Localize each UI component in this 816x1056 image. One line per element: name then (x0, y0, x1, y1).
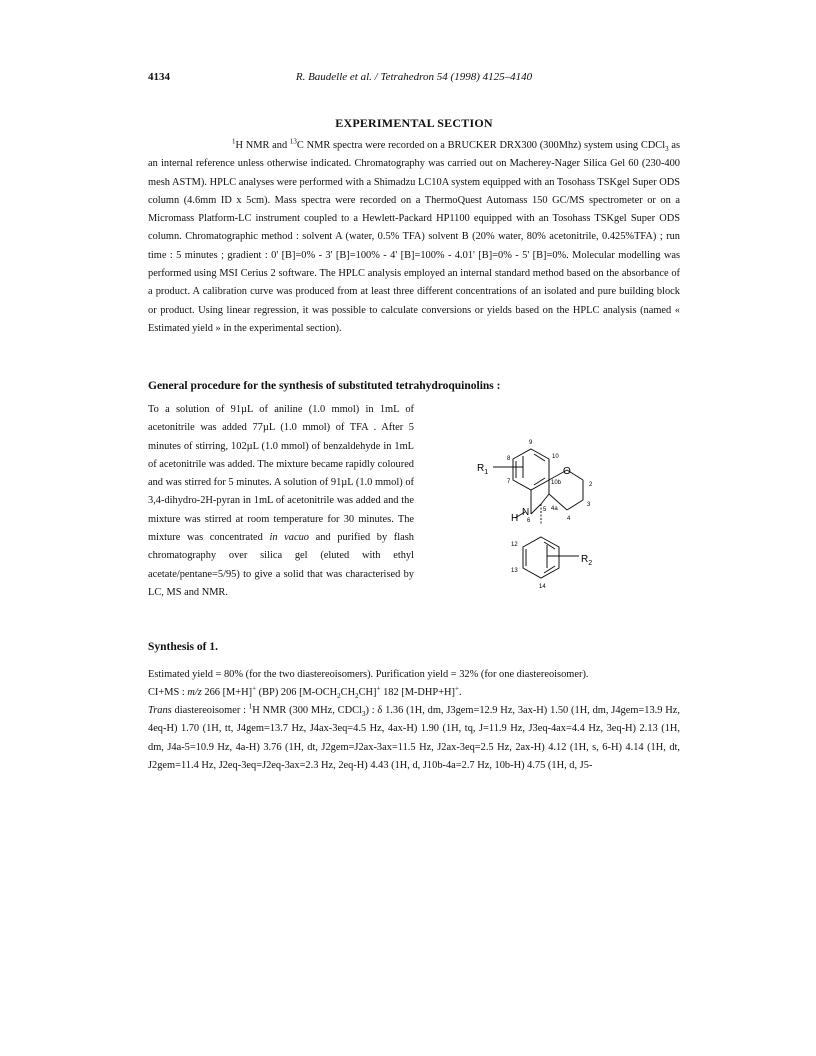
intro-sup-1: 1 (232, 137, 236, 146)
label-r2: $R_2$ (581, 554, 593, 567)
intro-text-1: H NMR and (235, 140, 290, 151)
nmr-c: ) : δ 1.36 (1H, dm, J3gem=12.9 Hz, 3ax-H) 1.50 (1H, dm, J4gem=13.9 Hz, 4eq-H) 1.70 (1H, tt, J4gem=13.7 Hz, J4ax-3eq=4.5 Hz, 4ax-H) 1.90 (1H, tq, J=11.9 Hz, J3eq-4ax=4.4 Hz, 3eq-H) 2.13 (1H, dm, J4a-5=10.9 Hz, 4a-H) 3.76 (1H, dt, J2gem=J2ax-3ax=11.5 Hz, J2ax-3eq=2.5 Hz, 2ax-H) 4.12 (1H, s, 6-H) 4.14 (1H, dt, J2gem=11.4 Hz, J2eq-3eq=J2eq-3ax=2.3 Hz, 2eq-H) 4.43 (1H, d, J10b-4a=2.7 Hz, 10b-H) 4.75 (1H, d, J5- (148, 705, 680, 771)
gp-text-italic: in vacuo (269, 532, 309, 544)
gp-text-end: and purified by flash chromatography over silica gel (eluted with ethyl acetate/pentane=5/95) to give a solid that was characterised by LC, MS and NMR. (148, 532, 414, 598)
ms-e: CH] (358, 687, 377, 698)
locant-6: 6 (527, 518, 531, 524)
intro-sub-3: 3 (665, 145, 669, 154)
section-title: EXPERIMENTAL SECTION (335, 116, 493, 130)
yield-line: Estimated yield = 80% (for the two diastereoisomers). Purification yield = 32% (for one diastereoisomer). (148, 669, 589, 680)
ms-sup-2: + (376, 684, 381, 693)
general-procedure-text (148, 401, 414, 602)
ms-c: (BP) 206 [M-OCH (256, 687, 338, 698)
page-header (148, 71, 680, 87)
label-o: O (563, 466, 571, 477)
label-r1: $R_1$ (477, 463, 489, 476)
gp-text-main: To a solution of 91µL of aniline (1.0 mmol) in 1mL of acetonitrile was added 77µL (1.0 mmol) of TFA . After 5 minutes of stirring, 102µL (1.0 mmol) of benzaldehyde in 1mL of acetonitrile was added. The mixture became rapidly coloured and was stirred for 5 minutes. A solution of 91µL (1.0 mmol) of 3,4-dihydro-2H-pyran in 1mL of acetonitrile was added and the mixture was stirred at room temperature for 30 minutes. The mixture was concentrated (148, 404, 414, 544)
locant-12: 12 (511, 542, 518, 548)
tetrahydroquinoline-structure (455, 432, 635, 592)
ms-sup-1: + (252, 684, 257, 693)
locant-2: 2 (589, 482, 593, 488)
benzene-ring-bottom (523, 537, 559, 578)
locant-7: 7 (507, 479, 511, 485)
nmr-a: diastereoisomer : (171, 705, 249, 716)
general-procedure-heading: General procedure for the synthesis of substituted tetrahydroquinolins : (148, 380, 501, 392)
locant-14: 14 (539, 584, 546, 590)
ms-sub-1: 2 (337, 692, 341, 701)
locant-10: 10 (552, 454, 559, 460)
page-number: 4134 (148, 71, 170, 83)
ms-f: 182 [M-DHP+H] (380, 687, 456, 698)
ms-sup-3: + (455, 684, 459, 693)
ms-mz: m/z (187, 687, 202, 698)
locant-13: 13 (511, 568, 518, 574)
nmr-sup: 1 (248, 702, 253, 711)
intro-sup-13: 13 (289, 137, 297, 146)
locant-3: 3 (587, 502, 591, 508)
locant-10b: 10b (551, 480, 562, 486)
locant-9: 9 (529, 440, 533, 446)
locant-4: 4 (567, 516, 571, 522)
ms-sub-2: 2 (355, 692, 359, 701)
nmr-sub: 3 (361, 710, 366, 719)
nmr-paragraph (148, 702, 680, 775)
label-n: N (522, 507, 530, 518)
locant-4a: 4a (551, 506, 558, 512)
intro-text-2: C NMR spectra were recorded on a BRUCKER DRX300 (300Mhz) system using CDCl (296, 140, 666, 151)
synthesis-heading: Synthesis of 1. (148, 641, 218, 653)
intro-paragraph (148, 137, 680, 338)
nmr-b: H NMR (300 MHz, CDCl (252, 705, 362, 716)
label-h: H (511, 513, 519, 524)
ms-b: 266 [M+H] (201, 687, 253, 698)
ms-a: CI+MS : (148, 687, 188, 698)
locant-8: 8 (507, 456, 511, 462)
running-head: R. Baudelle et al. / Tetrahedron 54 (1998) 4125–4140 (295, 71, 533, 83)
ms-g: . (458, 687, 462, 698)
nmr-trans: Trans (148, 705, 172, 716)
ms-line (148, 684, 680, 702)
intro-text-3: as an internal reference unless otherwise indicated. Chromatography was carried out on Macherey-Nager Silica Gel 60 (230-400 mesh ASTM). HPLC analyses were performed with a Shimadzu LC10A system equipped with an Tosohass TSKgel Super ODS column (4.6mm ID x 5cm). Mass spectra were recorded on a ThermoQuest Automass 150 GC/MS spectrometer or on a Micromass Platform-LC instrument coupled to a Hewlett-Packard HP1100 equipped with an Tosohass TSKgel Super ODS column. Chromatographic method : solvent A (water, 0.5% TFA) solvent B (20% water, 80% acetonitrile, 0.425%TFA) ; run time : 5 minutes ; gradient : 0' [B]=0% - 3' [B]=100% - 4' [B]=100% - 4.01' [B]=0% - 5' [B]=0%. Molecular modelling was performed using MSI Cerius 2 software. The HPLC analysis employed an internal standard method based on the absorbance of a product. A calibration curve was produced from at least three different concentrations of an isolated and pure building block or product. Using linear regression, it was possible to calculate conversions or yields based on the HPLC analysis (named « Estimated yield » in the experimental section). (148, 140, 681, 334)
locant-5: 5 (543, 507, 547, 513)
benzene-ring-top (513, 449, 549, 490)
ms-d: CH (340, 687, 356, 698)
